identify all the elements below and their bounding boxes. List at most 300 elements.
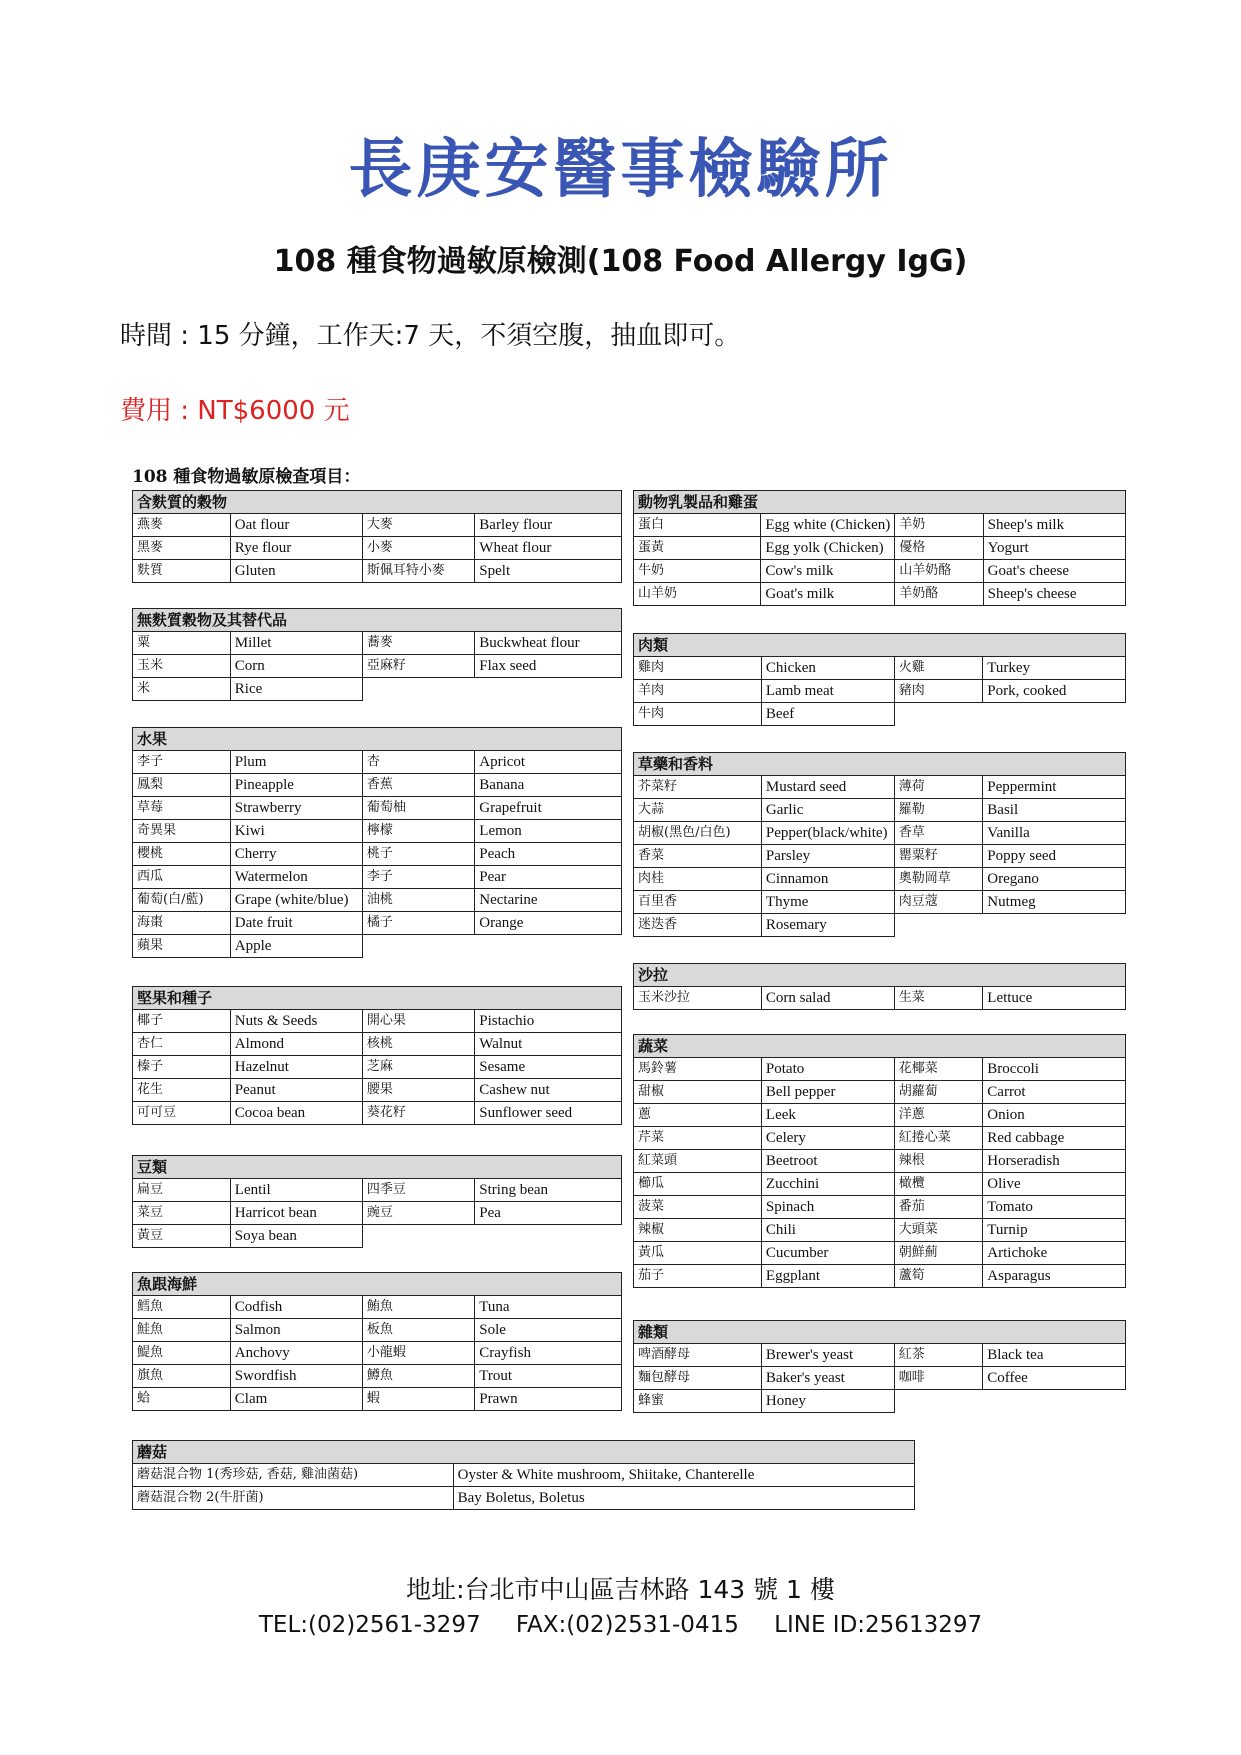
table-row (133, 1102, 622, 1125)
table-row (634, 1219, 1126, 1242)
table-row (634, 1173, 1126, 1196)
fee-info: 費用 : NT$6000 元 (120, 396, 350, 426)
item-english: Black tea (983, 1344, 1126, 1367)
item-chinese: 葡萄(白/藍) (133, 889, 231, 912)
item-chinese: 麩質 (133, 560, 231, 583)
item-english: Baker's yeast (761, 1367, 894, 1390)
item-english: Sesame (475, 1056, 622, 1079)
list-heading: 108 種食物過敏原檢查項目： (132, 467, 361, 487)
table-row (133, 774, 622, 797)
table-row (634, 845, 1126, 868)
item-chinese: 核桃 (362, 1033, 474, 1056)
item-english: Zucchini (761, 1173, 894, 1196)
item-chinese: 咖啡 (894, 1367, 983, 1390)
item-chinese: 辣根 (894, 1150, 983, 1173)
item-chinese: 小龍蝦 (362, 1342, 474, 1365)
item-english: Watermelon (230, 866, 362, 889)
item-english: Sunflower seed (475, 1102, 622, 1125)
item-chinese: 鱈魚 (133, 1296, 231, 1319)
item-english: Garlic (761, 799, 894, 822)
item-chinese: 甜椒 (634, 1081, 762, 1104)
item-english: Lamb meat (761, 680, 894, 703)
table-row (133, 1319, 622, 1342)
table-beans (132, 1155, 622, 1248)
item-english: Clam (230, 1388, 362, 1411)
item-chinese: 葵花籽 (362, 1102, 474, 1125)
item-chinese: 燕麥 (133, 514, 231, 537)
item-english: Tuna (475, 1296, 622, 1319)
item-english: Cocoa bean (230, 1102, 362, 1125)
table-row (133, 751, 622, 774)
item-chinese: 芹菜 (634, 1127, 762, 1150)
item-english: Almond (230, 1033, 362, 1056)
category-header: 肉類 (634, 634, 1126, 657)
item-english: Soya bean (230, 1225, 362, 1248)
table-row (133, 912, 622, 935)
item-english: Horseradish (983, 1150, 1126, 1173)
item-chinese: 肉豆蔻 (894, 891, 983, 914)
item-chinese: 李子 (362, 866, 474, 889)
item-english: Egg white (Chicken) (761, 514, 895, 537)
item-chinese: 扁豆 (133, 1179, 231, 1202)
address: 地址:台北市中山區吉林路 143 號 1 樓 (406, 1575, 835, 1604)
category-header: 蔬菜 (634, 1035, 1126, 1058)
item-english (475, 935, 622, 958)
item-english: Anchovy (230, 1342, 362, 1365)
item-chinese: 雞肉 (634, 657, 762, 680)
category-header: 含麩質的穀物 (133, 491, 622, 514)
table-vegetables (633, 1034, 1126, 1288)
item-english: Celery (761, 1127, 894, 1150)
item-english: Pineapple (230, 774, 362, 797)
item-english: Olive (983, 1173, 1126, 1196)
table-row (133, 632, 622, 655)
item-english: Turkey (983, 657, 1126, 680)
item-chinese: 草莓 (133, 797, 231, 820)
item-chinese: 蕎麥 (362, 632, 474, 655)
category-header: 動物乳製品和雞蛋 (634, 491, 1126, 514)
item-chinese: 火雞 (894, 657, 983, 680)
item-english: Banana (475, 774, 622, 797)
table-row (133, 889, 622, 912)
item-chinese: 開心果 (362, 1010, 474, 1033)
table-row (634, 799, 1126, 822)
item-english (983, 1390, 1126, 1413)
item-chinese: 山羊奶酪 (895, 560, 983, 583)
item-chinese: 麵包酵母 (634, 1367, 762, 1390)
table-row (634, 1104, 1126, 1127)
item-chinese: 油桃 (362, 889, 474, 912)
item-chinese: 檸檬 (362, 820, 474, 843)
item-english: Flax seed (475, 655, 622, 678)
contact-line (0, 1612, 1241, 1638)
item-chinese: 紅捲心菜 (894, 1127, 983, 1150)
item-chinese (362, 935, 474, 958)
item-english: Sheep's cheese (983, 583, 1125, 606)
item-chinese: 朝鮮薊 (894, 1242, 983, 1265)
item-chinese: 櫻桃 (133, 843, 231, 866)
table-row (634, 868, 1126, 891)
table-row (133, 820, 622, 843)
table-seafood (132, 1272, 622, 1411)
table-row (634, 560, 1126, 583)
item-chinese: 蛋白 (634, 514, 761, 537)
item-english: Parsley (761, 845, 894, 868)
category-header: 魚跟海鮮 (133, 1273, 622, 1296)
item-english: Turnip (983, 1219, 1126, 1242)
item-chinese: 辣椒 (634, 1219, 762, 1242)
table-row (634, 657, 1126, 680)
item-chinese: 板魚 (362, 1319, 474, 1342)
table-row (133, 843, 622, 866)
category-header: 蘑菇 (133, 1441, 915, 1464)
item-english: Oyster & White mushroom, Shiitake, Chanterelle (453, 1464, 914, 1487)
item-chinese: 奇異果 (133, 820, 231, 843)
table-row (634, 914, 1126, 937)
table-row (634, 514, 1126, 537)
item-chinese: 鳳梨 (133, 774, 231, 797)
item-chinese: 海棗 (133, 912, 231, 935)
item-chinese: 羊奶 (895, 514, 983, 537)
item-chinese: 蘆筍 (894, 1265, 983, 1288)
item-chinese: 榛子 (133, 1056, 231, 1079)
table-row (133, 1342, 622, 1365)
item-english (983, 914, 1126, 937)
table-row (133, 1487, 915, 1510)
item-english: Plum (230, 751, 362, 774)
item-chinese: 黃豆 (133, 1225, 231, 1248)
item-chinese (894, 1390, 983, 1413)
item-chinese: 花生 (133, 1079, 231, 1102)
item-chinese: 山羊奶 (634, 583, 761, 606)
item-english: Kiwi (230, 820, 362, 843)
table-gluten-grains (132, 490, 622, 583)
item-english: Peppermint (983, 776, 1126, 799)
item-english: Crayfish (475, 1342, 622, 1365)
item-english: Artichoke (983, 1242, 1126, 1265)
table-fruits (132, 727, 622, 958)
table-row (133, 1033, 622, 1056)
item-chinese: 香草 (894, 822, 983, 845)
item-english: Carrot (983, 1081, 1126, 1104)
item-chinese: 罌粟籽 (894, 845, 983, 868)
item-chinese: 羅勒 (894, 799, 983, 822)
item-chinese: 杏 (362, 751, 474, 774)
item-chinese: 旗魚 (133, 1365, 231, 1388)
table-row (133, 678, 622, 701)
item-english: Red cabbage (983, 1127, 1126, 1150)
item-english: Wheat flour (475, 537, 622, 560)
item-chinese: 鮭魚 (133, 1319, 231, 1342)
item-english: Potato (761, 1058, 894, 1081)
table-row (133, 1056, 622, 1079)
item-english: Bell pepper (761, 1081, 894, 1104)
table-row (634, 537, 1126, 560)
item-chinese: 西瓜 (133, 866, 231, 889)
category-header: 草藥和香料 (634, 753, 1126, 776)
item-chinese: 蘑菇混合物 2(牛肝菌) (133, 1487, 454, 1510)
item-english: Pistachio (475, 1010, 622, 1033)
table-row (133, 514, 622, 537)
item-english (475, 678, 622, 701)
item-chinese: 椰子 (133, 1010, 231, 1033)
item-chinese: 蜂蜜 (634, 1390, 762, 1413)
table-row (133, 866, 622, 889)
table-row (634, 891, 1126, 914)
item-chinese: 番茄 (894, 1196, 983, 1219)
item-chinese: 大頭菜 (894, 1219, 983, 1242)
item-chinese: 百里香 (634, 891, 762, 914)
table-meat (633, 633, 1126, 726)
item-english: Cherry (230, 843, 362, 866)
item-english: Rye flour (230, 537, 362, 560)
table-row (634, 680, 1126, 703)
item-chinese: 櫛瓜 (634, 1173, 762, 1196)
item-chinese: 蝦 (362, 1388, 474, 1411)
item-english: Grapefruit (475, 797, 622, 820)
item-chinese: 杏仁 (133, 1033, 231, 1056)
item-english: Apricot (475, 751, 622, 774)
item-english: Tomato (983, 1196, 1126, 1219)
item-chinese: 菜豆 (133, 1202, 231, 1225)
table-row (634, 1265, 1126, 1288)
item-english: Asparagus (983, 1265, 1126, 1288)
item-english: Onion (983, 1104, 1126, 1127)
item-english: Cow's milk (761, 560, 895, 583)
table-row (634, 1081, 1126, 1104)
table-row (634, 776, 1126, 799)
item-chinese: 生菜 (894, 987, 983, 1010)
table-mushrooms (132, 1440, 915, 1510)
item-english: Eggplant (761, 1265, 894, 1288)
item-english: Trout (475, 1365, 622, 1388)
item-english: Basil (983, 799, 1126, 822)
item-chinese: 黑麥 (133, 537, 231, 560)
table-row (133, 537, 622, 560)
item-english: Cinnamon (761, 868, 894, 891)
item-english (475, 1225, 622, 1248)
item-chinese: 迷迭香 (634, 914, 762, 937)
item-english: Spinach (761, 1196, 894, 1219)
item-english: Yogurt (983, 537, 1125, 560)
item-english: Corn salad (761, 987, 894, 1010)
item-english: Cashew nut (475, 1079, 622, 1102)
item-english: Prawn (475, 1388, 622, 1411)
item-english: Pear (475, 866, 622, 889)
item-chinese: 啤酒酵母 (634, 1344, 762, 1367)
item-chinese: 蔥 (634, 1104, 762, 1127)
item-english: Spelt (475, 560, 622, 583)
item-english: Hazelnut (230, 1056, 362, 1079)
item-chinese: 牛奶 (634, 560, 761, 583)
item-english: Codfish (230, 1296, 362, 1319)
table-row (133, 1202, 622, 1225)
item-chinese: 黃瓜 (634, 1242, 762, 1265)
item-chinese: 羊奶酪 (895, 583, 983, 606)
item-english: Goat's milk (761, 583, 895, 606)
item-english: Sheep's milk (983, 514, 1125, 537)
item-chinese: 洋蔥 (894, 1104, 983, 1127)
item-english: Beef (761, 703, 894, 726)
item-english: Honey (761, 1390, 894, 1413)
table-gluten-free (132, 608, 622, 701)
item-english: Apple (230, 935, 362, 958)
table-row (133, 1296, 622, 1319)
item-english: Beetroot (761, 1150, 894, 1173)
item-chinese: 香蕉 (362, 774, 474, 797)
item-english: Date fruit (230, 912, 362, 935)
item-chinese: 玉米 (133, 655, 231, 678)
item-english: Buckwheat flour (475, 632, 622, 655)
table-nuts (132, 986, 622, 1125)
item-chinese: 葡萄柚 (362, 797, 474, 820)
item-chinese (894, 914, 983, 937)
item-chinese: 芥菜籽 (634, 776, 762, 799)
item-chinese: 大麥 (362, 514, 474, 537)
table-row (634, 1127, 1126, 1150)
table-salad (633, 963, 1126, 1010)
table-herbs (633, 752, 1126, 937)
item-chinese: 大蒜 (634, 799, 762, 822)
item-english: Cucumber (761, 1242, 894, 1265)
item-english: Nuts & Seeds (230, 1010, 362, 1033)
item-english: Gluten (230, 560, 362, 583)
table-row (133, 935, 622, 958)
item-chinese: 蛤 (133, 1388, 231, 1411)
table-row (133, 1179, 622, 1202)
table-row (133, 797, 622, 820)
item-english: Rice (230, 678, 362, 701)
item-english: Grape (white/blue) (230, 889, 362, 912)
item-english: Broccoli (983, 1058, 1126, 1081)
item-chinese (894, 703, 983, 726)
item-english: Thyme (761, 891, 894, 914)
item-english: Swordfish (230, 1365, 362, 1388)
table-row (133, 1388, 622, 1411)
item-chinese (362, 678, 474, 701)
table-row (133, 1365, 622, 1388)
item-chinese: 腰果 (362, 1079, 474, 1102)
item-chinese: 蘑菇混合物 1(秀珍菇, 香菇, 雞油菌菇) (133, 1464, 454, 1487)
item-english: Mustard seed (761, 776, 894, 799)
item-chinese: 橘子 (362, 912, 474, 935)
item-english: Goat's cheese (983, 560, 1125, 583)
item-english: Nutmeg (983, 891, 1126, 914)
item-chinese: 鯷魚 (133, 1342, 231, 1365)
item-chinese: 鱒魚 (362, 1365, 474, 1388)
item-chinese: 茄子 (634, 1265, 762, 1288)
table-row (634, 1196, 1126, 1219)
item-english: Millet (230, 632, 362, 655)
table-row (634, 1150, 1126, 1173)
table-row (634, 1367, 1126, 1390)
item-english: Chili (761, 1219, 894, 1242)
item-english: Harricot bean (230, 1202, 362, 1225)
item-chinese: 香菜 (634, 845, 762, 868)
item-chinese: 奧勒岡草 (894, 868, 983, 891)
item-chinese: 李子 (133, 751, 231, 774)
item-english: Lemon (475, 820, 622, 843)
item-chinese: 鮪魚 (362, 1296, 474, 1319)
item-chinese: 橄欖 (894, 1173, 983, 1196)
item-chinese: 玉米沙拉 (634, 987, 762, 1010)
table-row (634, 583, 1126, 606)
item-chinese: 薄荷 (894, 776, 983, 799)
table-row (133, 1079, 622, 1102)
table-row (634, 1344, 1126, 1367)
item-chinese: 斯佩耳特小麥 (362, 560, 474, 583)
item-chinese: 胡椒(黑色/白色) (634, 822, 762, 845)
table-row (634, 822, 1126, 845)
item-english: Sole (475, 1319, 622, 1342)
item-english: Nectarine (475, 889, 622, 912)
item-english: Salmon (230, 1319, 362, 1342)
item-chinese: 米 (133, 678, 231, 701)
table-row (634, 1058, 1126, 1081)
item-english: Coffee (983, 1367, 1126, 1390)
category-header: 堅果和種子 (133, 987, 622, 1010)
table-row (133, 655, 622, 678)
item-chinese: 蛋黃 (634, 537, 761, 560)
item-english: Pepper(black/white) (761, 822, 894, 845)
clinic-title: 長庚安醫事檢驗所 (348, 133, 893, 207)
tel: TEL:(02)2561-3297 (258, 1612, 481, 1638)
table-row (133, 1225, 622, 1248)
category-header: 沙拉 (634, 964, 1126, 987)
item-english: Chicken (761, 657, 894, 680)
item-chinese: 豌豆 (362, 1202, 474, 1225)
test-subtitle: 108 種食物過敏原檢測(108 Food Allergy IgG) (273, 244, 968, 279)
item-english: Lettuce (983, 987, 1126, 1010)
table-row (634, 1390, 1126, 1413)
item-english: Peanut (230, 1079, 362, 1102)
item-chinese: 羊肉 (634, 680, 762, 703)
table-misc (633, 1320, 1126, 1413)
item-english: Leek (761, 1104, 894, 1127)
item-english: Lentil (230, 1179, 362, 1202)
item-chinese: 四季豆 (362, 1179, 474, 1202)
item-chinese: 馬鈴薯 (634, 1058, 762, 1081)
category-header: 豆類 (133, 1156, 622, 1179)
item-english: Pork, cooked (983, 680, 1126, 703)
table-row (634, 1242, 1126, 1265)
item-english: Pea (475, 1202, 622, 1225)
table-row (133, 560, 622, 583)
item-english: Orange (475, 912, 622, 935)
table-row (133, 1464, 915, 1487)
item-chinese: 可可豆 (133, 1102, 231, 1125)
item-english: Peach (475, 843, 622, 866)
item-chinese: 優格 (895, 537, 983, 560)
item-english: Rosemary (761, 914, 894, 937)
item-chinese: 亞麻籽 (362, 655, 474, 678)
item-english: Walnut (475, 1033, 622, 1056)
item-english: Brewer's yeast (761, 1344, 894, 1367)
category-header: 無麩質穀物及其替代品 (133, 609, 622, 632)
item-chinese: 肉桂 (634, 868, 762, 891)
item-chinese: 牛肉 (634, 703, 762, 726)
item-chinese: 小麥 (362, 537, 474, 560)
category-header: 水果 (133, 728, 622, 751)
table-dairy (633, 490, 1126, 606)
item-english: Oregano (983, 868, 1126, 891)
item-chinese: 粟 (133, 632, 231, 655)
item-chinese: 胡蘿蔔 (894, 1081, 983, 1104)
item-chinese: 紅茶 (894, 1344, 983, 1367)
table-row (634, 703, 1126, 726)
time-info: 時間 : 15 分鐘，工作天:7 天，不須空腹，抽血即可。 (120, 321, 741, 351)
item-english: Vanilla (983, 822, 1126, 845)
